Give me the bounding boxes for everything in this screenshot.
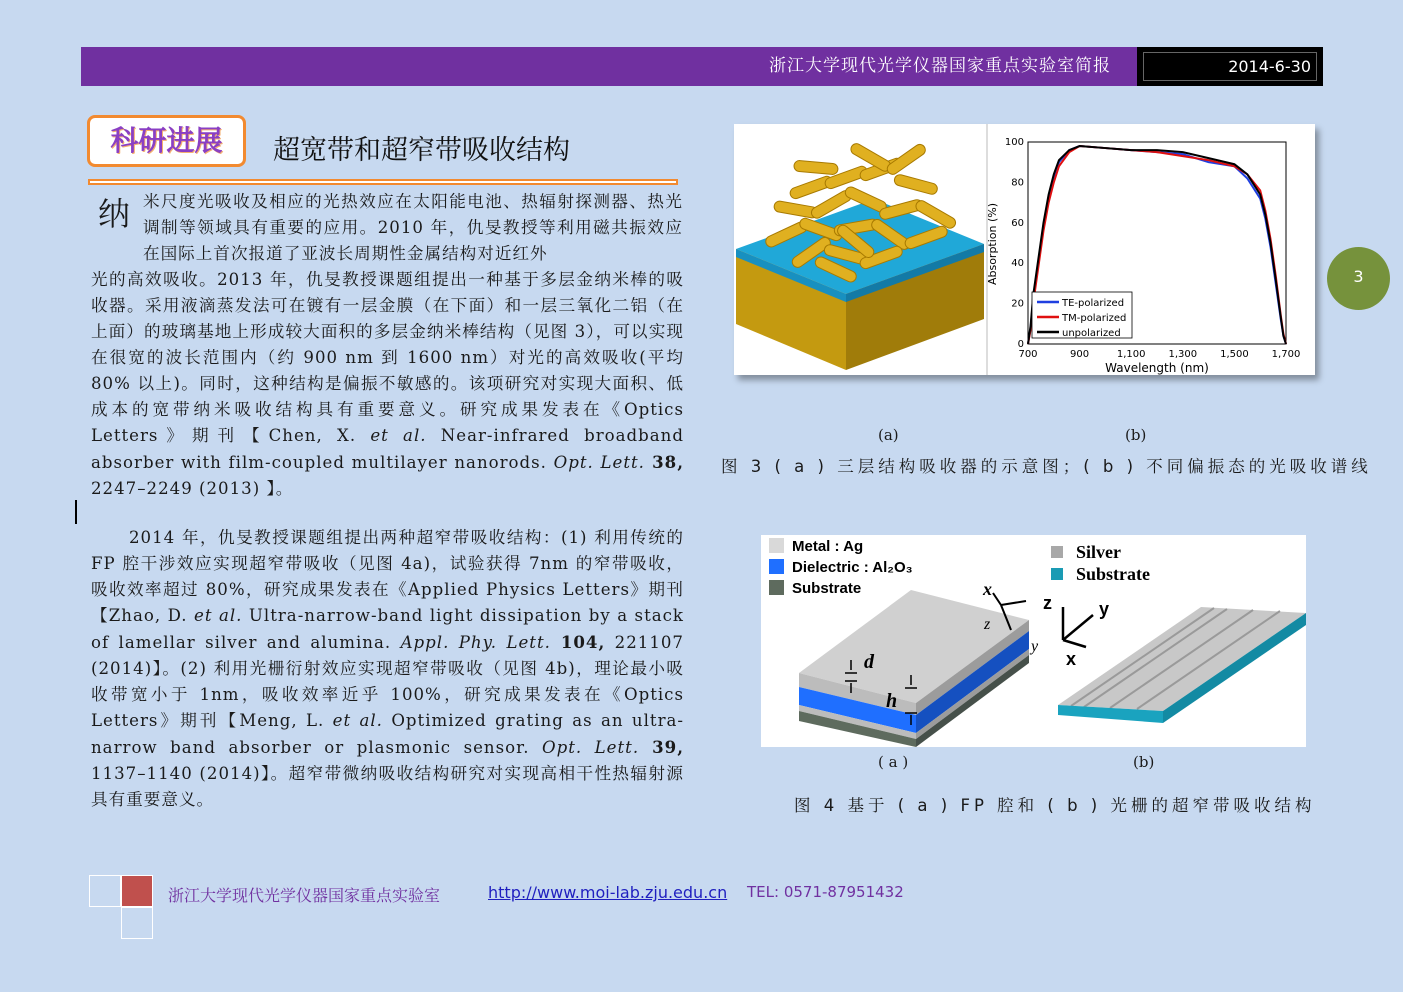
x-axis-label: Wavelength (nm): [1105, 361, 1209, 375]
p2-volume-1: 104,: [550, 632, 606, 652]
y-tick-group: [1005, 137, 1024, 350]
p2-journal-1: Appl. Phy. Lett.: [400, 633, 551, 652]
p1-text-b: Near-infrared broadband absorber with film-coupled multilayer nanorods.: [91, 426, 684, 472]
legend-label-te-polarized: TE-polarized: [1062, 298, 1125, 309]
title-rule: [88, 179, 678, 185]
article-title: 超宽带和超窄带吸收结构: [273, 135, 570, 166]
figure-3: [734, 124, 1315, 375]
legend-a-swatch: [769, 580, 784, 595]
legend-label-tm-polarized: TM-polarized: [1062, 313, 1127, 324]
figure-4-svg: [761, 535, 1306, 747]
drop-cap: 纳: [98, 195, 131, 233]
figure-4: [761, 535, 1306, 747]
axes-b: [1063, 607, 1093, 647]
nanorod-schematic: [736, 142, 984, 370]
figure-4-sub-b: (b): [1133, 753, 1155, 771]
header-institution: 浙江大学现代光学仪器国家重点实验室简报: [769, 56, 1111, 76]
footer-telephone: TEL: 0571-87951432: [747, 883, 904, 901]
y-tick-label: 20: [1011, 298, 1024, 310]
text-cursor: [75, 500, 77, 524]
paragraph-1-body: [91, 267, 684, 502]
figure-4-caption: 图 4 基于 ( a ) FP 腔和 ( b ) 光栅的超窄带吸收结构: [794, 796, 1316, 815]
p2-etal-2: et al.: [332, 711, 383, 730]
figure-4-sub-a: ( a ): [878, 753, 909, 771]
section-badge: [87, 115, 246, 167]
legend-b-swatch: [1051, 546, 1063, 558]
x-tick-label: 1,100: [1116, 349, 1146, 360]
fp-cavity-schematic: [769, 538, 1039, 747]
legend-b-label: Substrate: [1076, 564, 1151, 584]
p1-etal: et al.: [370, 426, 427, 445]
x-tick-label: 1,500: [1220, 349, 1249, 360]
footer-square-2: [121, 875, 153, 907]
legend-a-swatch: [769, 559, 784, 574]
y-axis-label: Absorption (%): [986, 202, 999, 286]
section-badge-text: 科研进展: [110, 124, 223, 157]
y-tick-label: 100: [1004, 137, 1024, 148]
y-tick-label: 60: [1011, 217, 1024, 229]
y-tick-label: 40: [1011, 258, 1024, 270]
footer-square-1: [89, 875, 121, 907]
legend-a-label: Dielectric : Al₂O₃: [792, 559, 913, 576]
y-tick-label: 80: [1011, 177, 1024, 189]
legend-a-swatch: [769, 538, 784, 553]
paragraph-2: [91, 525, 684, 813]
footer-institution: 浙江大学现代光学仪器国家重点实验室: [168, 886, 441, 905]
axis-b-x: x: [1066, 649, 1077, 669]
figure-3-sub-a: (a): [878, 426, 899, 444]
label-d: d: [864, 651, 874, 673]
footer-website-link[interactable]: http://www.moi-lab.zju.edu.cn: [488, 883, 728, 902]
x-tick-group: [1018, 349, 1300, 360]
footer-square-3: [121, 907, 153, 939]
p1-text-a: 光的高效吸收。2013 年，仇旻教授课题组提出一种基于多层金纳米棒的吸收器。采用液滴蒸发法可在镀有一层金膜（在下面）和一层三氧化二铝（在上面）的玻璃基地上形成较大面积的多层金纳米棒结构（见图 3），可以实现在很宽的波长范围内（约 900 nm 到 1600 nm）对光的高效吸收(平均 80% 以上)。同时，这种结构是偏振不敏感的。该项研究对实现大面积、低成本的宽带纳米吸收结构具有重要意义。研究成果发表在《Optics Letters》期刊【Chen, X.: [91, 270, 684, 445]
legend-a-label: Substrate: [792, 580, 862, 597]
p2-text-d: Optimized grating as an ultra-narrow band absorber or plasmonic sensor.: [91, 711, 684, 757]
axis-a-x: x: [983, 579, 992, 599]
p2-text-c: 221107 (2014)】。(2) 利用光栅衍射效应实现超窄带吸收（见图 4b)，理论最小吸收带宽小于 1nm，吸收效率近乎 100%，研究成果发表在《Optics Letters》期刊【Meng, L.: [91, 633, 684, 730]
figure-3-caption: 图 3 ( a ) 三层结构吸收器的示意图；( b ) 不同偏振态的光吸收谱线: [721, 457, 1372, 476]
legend-b-label: Silver: [1076, 542, 1121, 562]
p2-text-a: 2014 年，仇旻教授课题组提出两种超窄带吸收结构：(1) 利用传统的 FP 腔干涉效应实现超窄带吸收（见图 4a)，试验获得 7nm 的窄带吸收，吸收效率超过 80%，研究成果发表在《Applied Physics Letters》期刊【Zhao, D.: [91, 528, 684, 625]
absorption-chart: [986, 137, 1300, 375]
header-date-box: [1137, 47, 1323, 86]
legend-label-unpolarized: unpolarized: [1062, 328, 1121, 339]
label-h: h: [886, 690, 898, 712]
y-tick-label: 0: [1017, 339, 1024, 350]
header-date: 2014-6-30: [1228, 57, 1311, 76]
paragraph-1-intro: 米尺度光吸收及相应的光热效应在太阳能电池、热辐射探测器、热光调制等领域具有重要的应用。2010 年，仇旻教授等利用磁共振效应在国际上首次报道了亚波长周期性金属结构对近红外: [143, 192, 683, 263]
x-tick-label: 1,300: [1168, 349, 1198, 360]
x-tick-label: 1,700: [1271, 349, 1301, 360]
p1-text-end: 2247–2249 (2013) 】。: [91, 479, 294, 498]
axis-a-y: y: [1031, 638, 1039, 655]
p2-journal-2: Opt. Lett.: [541, 738, 640, 757]
x-tick-label: 900: [1070, 349, 1090, 360]
chart-legend: [1032, 292, 1132, 339]
page-number: 3: [1327, 247, 1390, 310]
figure-3-svg: [734, 124, 1315, 375]
p2-text-b: Ultra-narrow-band light dissipation by a stack of lamellar silver and alumina.: [91, 606, 684, 652]
p2-etal-1: et al.: [194, 606, 243, 625]
axis-b-y: y: [1099, 599, 1110, 619]
header-bar: [81, 47, 1323, 86]
p1-volume: 38,: [644, 452, 684, 472]
p2-text-e: 1137–1140 (2014)】。超窄带微纳吸收结构研究对实现高相干性热辐射源具有重要意义。: [91, 764, 684, 809]
legend-b-swatch: [1051, 568, 1063, 580]
axis-b-z: z: [1043, 593, 1052, 613]
axis-a-z: z: [984, 616, 991, 633]
x-tick-label: 700: [1018, 349, 1038, 360]
grating-schematic: [1043, 542, 1306, 723]
figure-3-sub-b: (b): [1125, 426, 1147, 444]
p2-volume-2: 39,: [639, 737, 684, 757]
legend-a-label: Metal : Ag: [792, 538, 864, 555]
p1-journal: Opt. Lett.: [553, 453, 645, 472]
